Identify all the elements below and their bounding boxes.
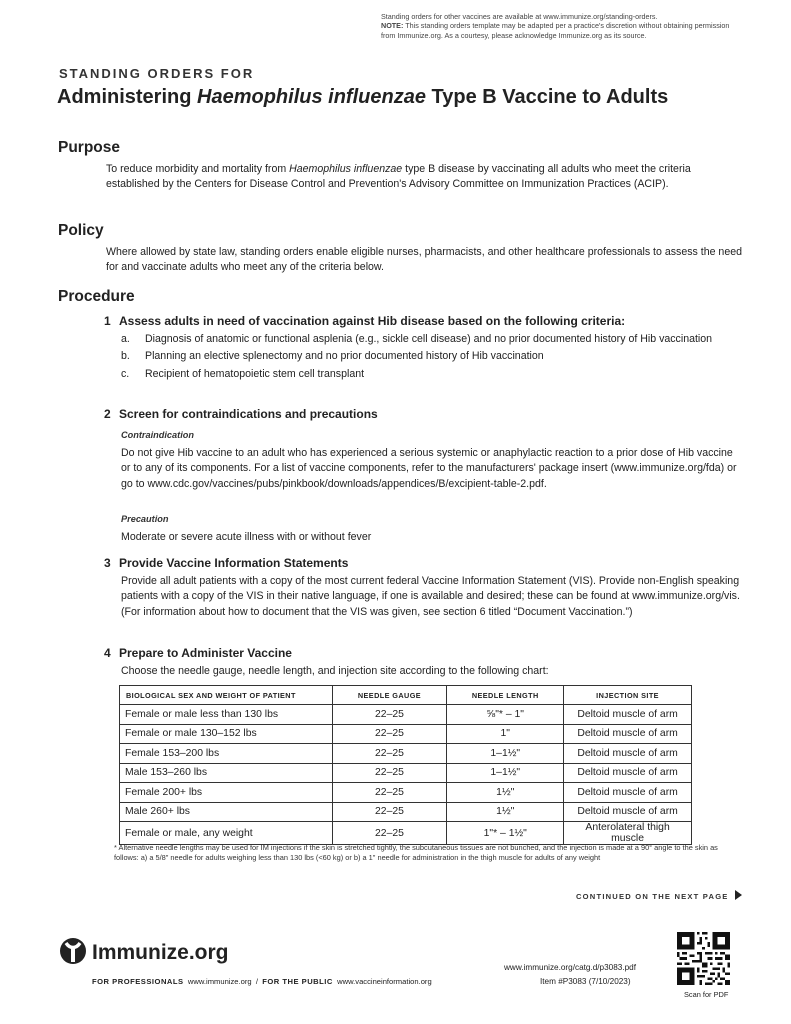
pro-label: FOR PROFESSIONALS bbox=[92, 977, 184, 986]
continued-text: CONTINUED ON THE NEXT PAGE bbox=[576, 892, 729, 901]
contraindication-label: Contraindication bbox=[121, 430, 194, 440]
footer-links bbox=[92, 977, 432, 986]
list-text: Recipient of hematopoietic stem cell transplant bbox=[145, 367, 365, 380]
purpose-pre: To reduce morbidity and mortality from bbox=[106, 163, 290, 175]
table-row bbox=[120, 822, 692, 845]
continued-note bbox=[576, 890, 742, 901]
step1-heading bbox=[104, 314, 625, 328]
table-cell: Male 260+ lbs bbox=[120, 802, 333, 822]
table-cell: Female or male less than 130 lbs bbox=[120, 705, 333, 725]
purpose-heading: Purpose bbox=[58, 139, 121, 156]
eyebrow: STANDING ORDERS FOR bbox=[59, 66, 255, 81]
table-cell: Deltoid muscle of arm bbox=[564, 783, 692, 803]
title-italic: Haemophilus influenzae bbox=[197, 86, 426, 108]
policy-text: Where allowed by state law, standing orders enable eligible nurses, pharmacists, and other healthcare professionals to assess the need for and vaccinate adults who meet any of the criteria below. bbox=[106, 246, 742, 274]
header-note bbox=[381, 12, 741, 40]
step1-list bbox=[121, 332, 731, 382]
table-cell: ⅝"* – 1" bbox=[447, 705, 564, 725]
table-cell: 22–25 bbox=[332, 822, 447, 845]
header-note-label: NOTE: bbox=[381, 21, 404, 31]
page-title bbox=[57, 86, 668, 109]
list-letter: c. bbox=[121, 367, 130, 380]
column-header: INJECTION SITE bbox=[564, 686, 692, 705]
public-label: FOR THE PUBLIC bbox=[262, 977, 333, 986]
pro-url-link[interactable]: www.immunize.org bbox=[187, 977, 252, 986]
table-cell: Male 153–260 lbs bbox=[120, 763, 333, 783]
precaution-label: Precaution bbox=[121, 514, 169, 524]
title-pre: Administering bbox=[57, 86, 198, 108]
column-header: NEEDLE LENGTH bbox=[447, 686, 564, 705]
step1-num: 1 bbox=[104, 314, 111, 328]
table-row bbox=[120, 705, 692, 725]
header-note-line1: Standing orders for other vaccines are available at www.immunize.org/standing-orders. bbox=[381, 12, 658, 21]
table-cell: Anterolateral thigh muscle bbox=[564, 822, 692, 845]
step2-title: Screen for contraindications and precautions bbox=[119, 407, 378, 421]
title-post: Type B Vaccine to Adults bbox=[425, 86, 669, 108]
table-cell: 1½" bbox=[447, 802, 564, 822]
table-cell: Deltoid muscle of arm bbox=[564, 763, 692, 783]
item-number: Item #P3083 (7/10/2023) bbox=[540, 977, 631, 986]
step2-heading bbox=[104, 407, 378, 421]
step4-heading bbox=[104, 646, 292, 660]
table-row bbox=[120, 783, 692, 803]
header-note-line2: This standing orders template may be adapted per a practice's discretion without obtaining permission from Immunize.org. As a courtesy, please acknowledge Immunize.org as its source. bbox=[381, 21, 730, 40]
list-item bbox=[121, 367, 731, 382]
table-cell: 1–1½" bbox=[447, 763, 564, 783]
public-url-link[interactable]: www.vaccineinformation.org bbox=[337, 977, 432, 986]
step3-heading bbox=[104, 556, 348, 570]
brand-name: Immunize.org bbox=[92, 940, 229, 964]
table-cell: Female 200+ lbs bbox=[120, 783, 333, 803]
table-row bbox=[120, 763, 692, 783]
procedure-heading: Procedure bbox=[58, 288, 135, 305]
triangle-right-icon bbox=[735, 890, 742, 900]
table-cell: 22–25 bbox=[332, 705, 447, 725]
step3-num: 3 bbox=[104, 556, 111, 570]
list-text: Planning an elective splenectomy and no prior documented history of Hib vaccination bbox=[145, 350, 544, 363]
scan-label: Scan for PDF bbox=[684, 990, 729, 999]
list-letter: b. bbox=[121, 350, 130, 363]
step3-text: Provide all adult patients with a copy of the most current federal Vaccine Information Statement (VIS). Provide non-English speaking patients with a copy of the VIS in their native language, if one is available and desired; these can be found at www.immunize.org/vis. (For information about how to document that the VIS was given, see section 6 titled “Document Vaccination.”) bbox=[121, 575, 740, 618]
table-cell: 22–25 bbox=[332, 724, 447, 744]
needle-table bbox=[119, 685, 692, 845]
table-header-row bbox=[120, 686, 692, 705]
step1-title: Assess adults in need of vaccination against Hib disease based on the following criteria: bbox=[119, 314, 626, 328]
immunize-logo bbox=[58, 934, 229, 968]
table-cell: 1"* – 1½" bbox=[447, 822, 564, 845]
step4-text: Choose the needle gauge, needle length, and injection site according to the following chart: bbox=[121, 665, 549, 677]
table-cell: 1–1½" bbox=[447, 744, 564, 764]
list-item bbox=[121, 332, 731, 347]
purpose-post: type B disease by vaccinating all adults who meet the criteria established by the Centers for Disease Control and Prevention's Advisory Committee on Immunization Practices (ACIP). bbox=[106, 163, 691, 191]
table-cell: 22–25 bbox=[332, 783, 447, 803]
table-cell: Female or male 130–152 lbs bbox=[120, 724, 333, 744]
table-cell: 1½" bbox=[447, 783, 564, 803]
table-cell: 22–25 bbox=[332, 763, 447, 783]
step3-title: Provide Vaccine Information Statements bbox=[119, 556, 349, 570]
step4-title: Prepare to Administer Vaccine bbox=[119, 646, 292, 660]
table-row bbox=[120, 802, 692, 822]
catalog-url-link[interactable]: www.immunize.org/catg.d/p3083.pdf bbox=[504, 963, 636, 972]
contraindication-text: Do not give Hib vaccine to an adult who has experienced a serious systemic or anaphylactic reaction to a prior dose of Hib vaccine or to any of its components. For a list of vaccine components, refer to the manufacturers' package insert (www.immunize.org/fda) or go to www.cdc.gov/vaccines/pubs/pinkbook/downloads/appendices/B/excipient-table-2.pdf. bbox=[121, 447, 737, 490]
precaution-text: Moderate or severe acute illness with or without fever bbox=[121, 531, 372, 543]
table-cell: Female or male, any weight bbox=[120, 822, 333, 845]
table-cell: 22–25 bbox=[332, 802, 447, 822]
footer-separator: / bbox=[255, 977, 258, 986]
footnote: * Alternative needle lengths may be used for IM injections if the skin is stretched tightly, the subcutaneous tissues are not bunched, and the injection is made at a 90° angle to the skin as follows: a) a 5/8" needle for adults weighing less than 130 lbs (<60 kg) or b) a 1" needle for administration in the thigh muscle for adults of any weight bbox=[114, 843, 718, 863]
table-cell: 1" bbox=[447, 724, 564, 744]
immunize-logo-icon bbox=[58, 934, 88, 971]
table-cell: Female 153–200 lbs bbox=[120, 744, 333, 764]
list-item bbox=[121, 349, 731, 364]
qr-code-icon[interactable] bbox=[677, 932, 730, 985]
step2-num: 2 bbox=[104, 407, 111, 421]
list-text: Diagnosis of anatomic or functional asplenia (e.g., sickle cell disease) and no prior documented history of Hib vaccination bbox=[145, 333, 713, 345]
table-cell: Deltoid muscle of arm bbox=[564, 802, 692, 822]
column-header: BIOLOGICAL SEX AND WEIGHT OF PATIENT bbox=[120, 686, 333, 705]
table-cell: 22–25 bbox=[332, 744, 447, 764]
table-cell: Deltoid muscle of arm bbox=[564, 724, 692, 744]
purpose-italic: Haemophilus influenzae bbox=[289, 163, 403, 175]
policy-heading: Policy bbox=[58, 222, 104, 239]
purpose-text bbox=[106, 162, 746, 193]
table-row bbox=[120, 744, 692, 764]
step4-num: 4 bbox=[104, 646, 111, 660]
table-cell: Deltoid muscle of arm bbox=[564, 705, 692, 725]
table-row bbox=[120, 724, 692, 744]
list-letter: a. bbox=[121, 333, 130, 345]
table-cell: Deltoid muscle of arm bbox=[564, 744, 692, 764]
column-header: NEEDLE GAUGE bbox=[332, 686, 447, 705]
